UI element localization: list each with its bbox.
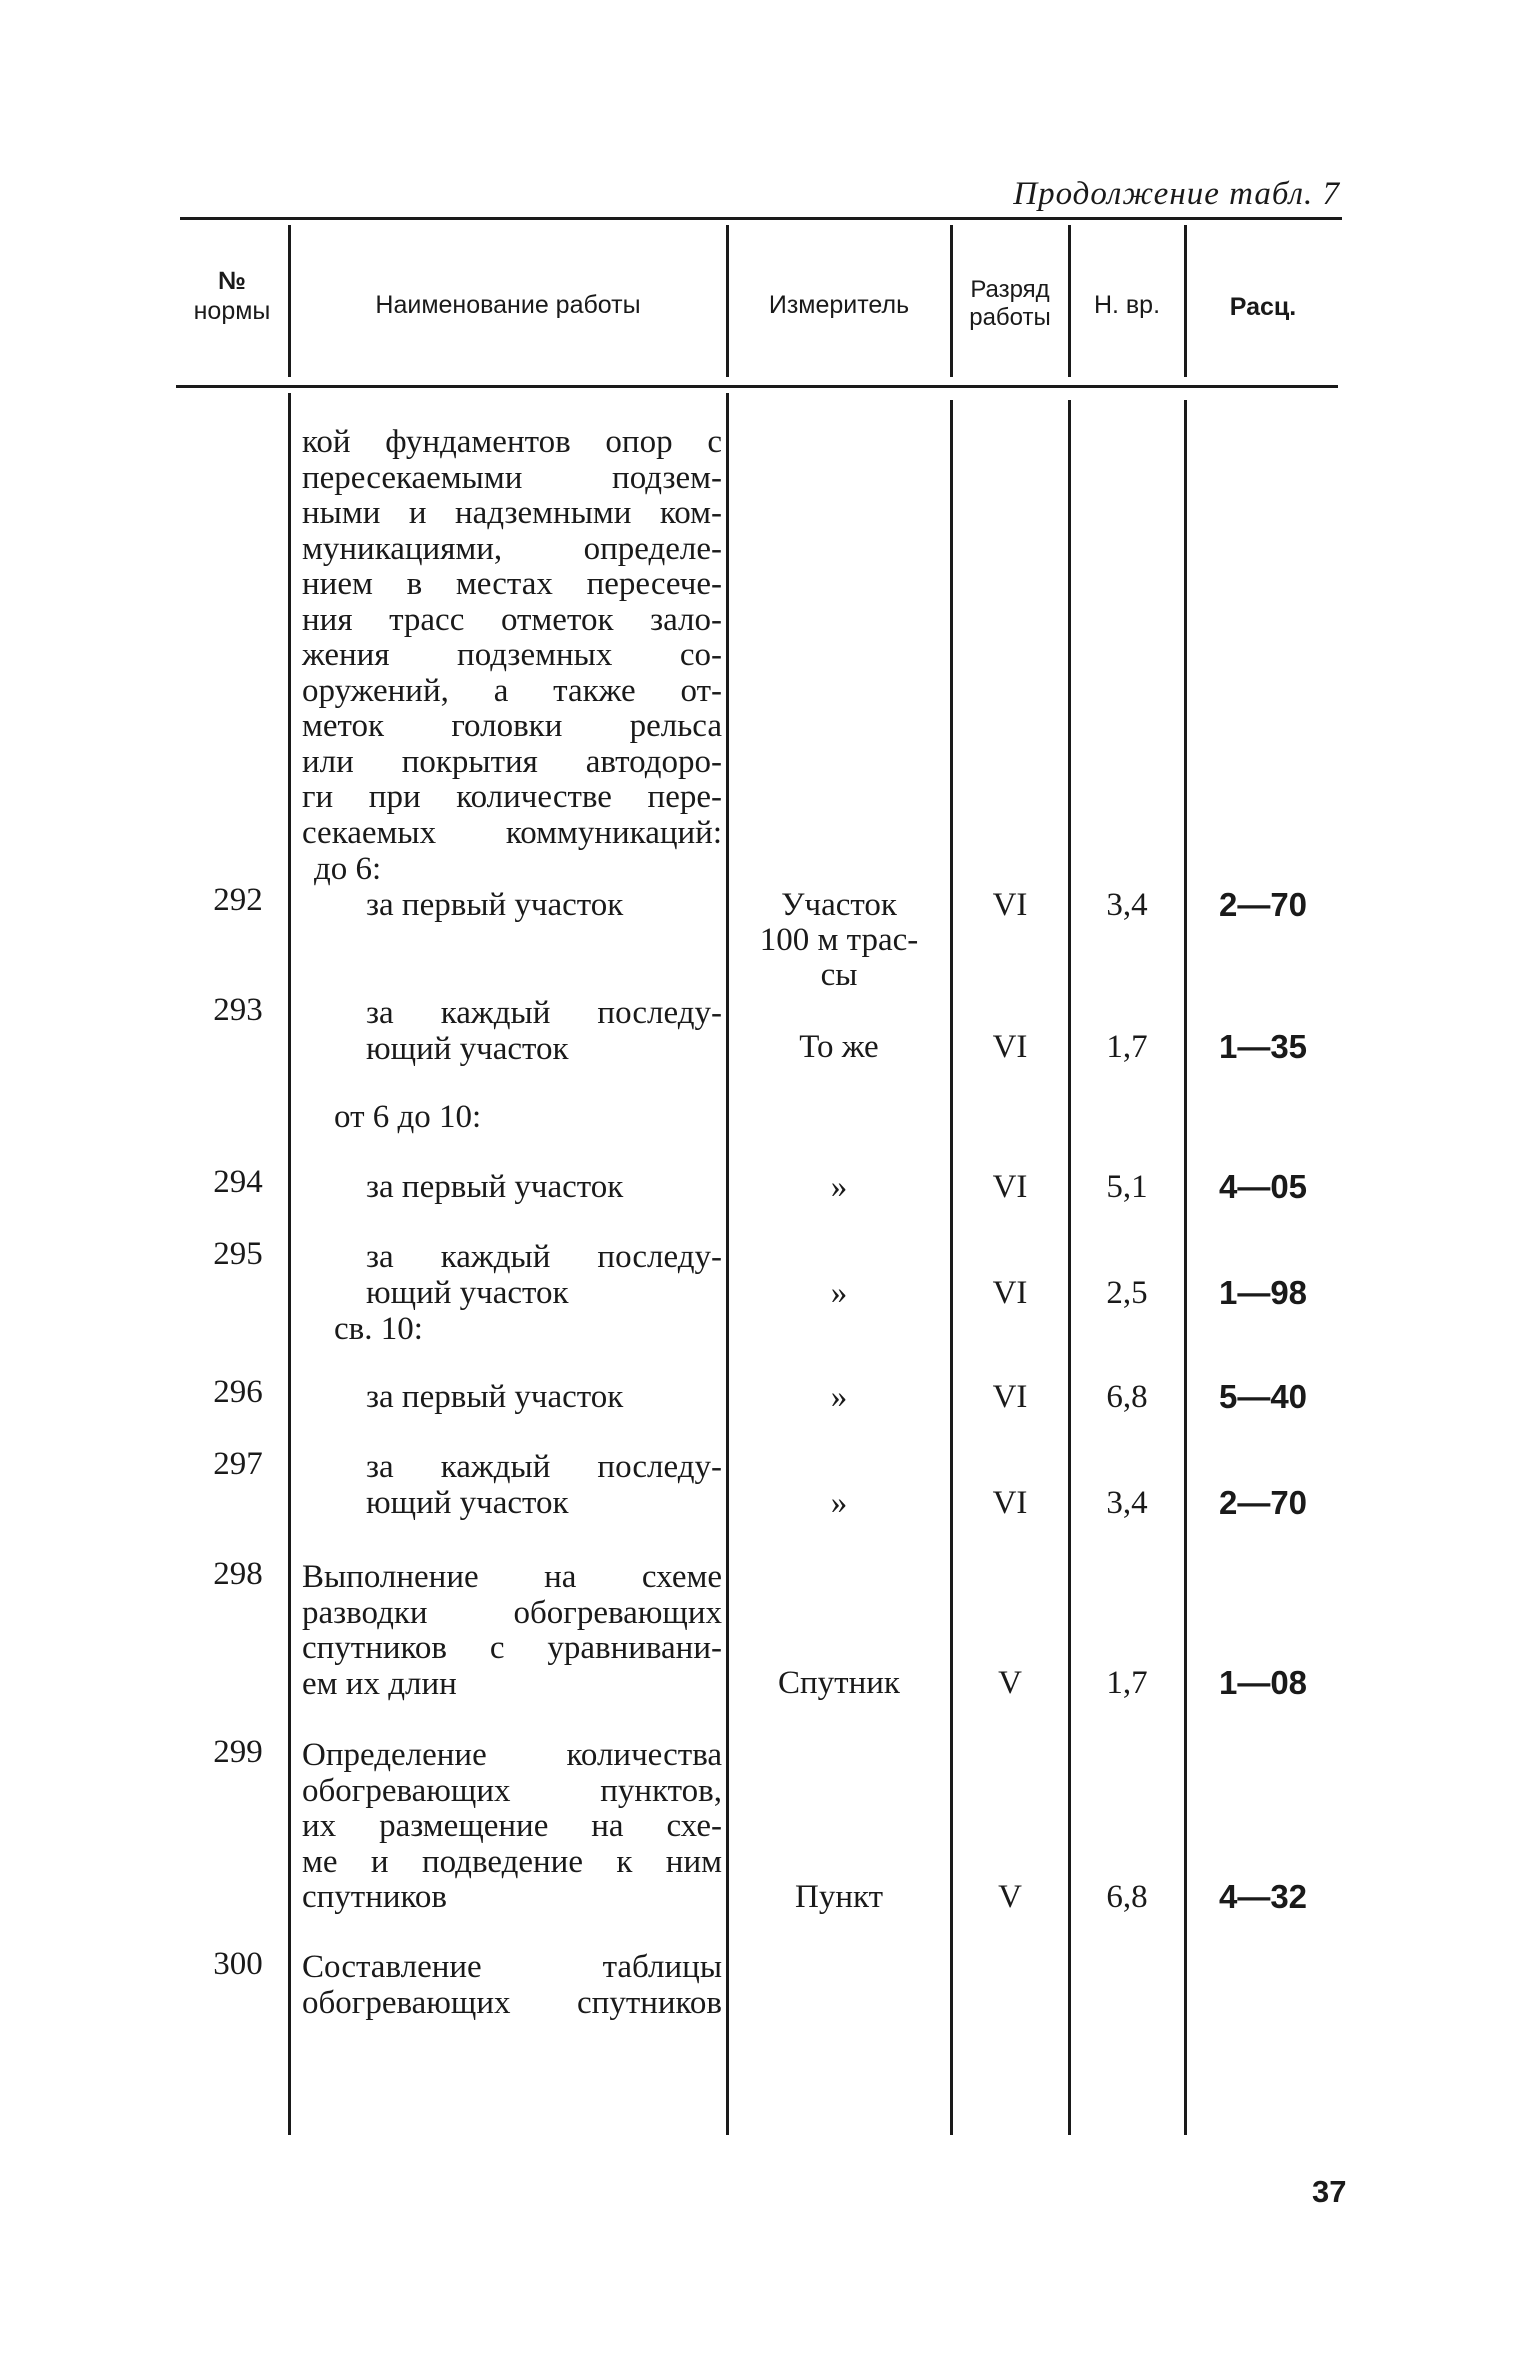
- header-divider: [726, 225, 729, 377]
- header-time: Н. вр.: [1093, 291, 1161, 319]
- group-label: от 6 до 10:: [334, 1099, 482, 1135]
- work-name-line: обогревающих спутников: [302, 1984, 722, 2021]
- norm-number: 294: [213, 1164, 263, 1200]
- norm-number: 295: [213, 1236, 263, 1272]
- work-name: [302, 1738, 722, 1916]
- header-top-rule: [180, 217, 1342, 220]
- work-name-line: Определение количества: [302, 1737, 722, 1773]
- column-divider: [288, 393, 291, 2135]
- unit-line: сы: [820, 957, 858, 993]
- column-divider: [1184, 400, 1187, 2135]
- grade-cell: V: [998, 1879, 1022, 1915]
- intro-line: кой фундаментов опор с: [302, 424, 722, 460]
- norm-number: 297: [213, 1446, 263, 1482]
- header-divider: [1068, 225, 1071, 377]
- column-divider: [950, 400, 953, 2135]
- intro-line: ния трасс отметок зало-: [302, 601, 722, 638]
- intro-line: жения подземных со-: [302, 637, 722, 673]
- intro-line: оружений, а также от-: [302, 672, 722, 709]
- rate-cell: 4—32: [1218, 1878, 1308, 1915]
- time-cell: 6,8: [1106, 1379, 1148, 1415]
- intro-description: [302, 425, 722, 851]
- rate-cell: 1—35: [1218, 1028, 1308, 1065]
- intro-line: муникациями, определе-: [302, 530, 722, 567]
- header-norm-no-line2: нормы: [193, 297, 271, 325]
- unit-line: »: [830, 1379, 848, 1415]
- header-bottom-rule: [176, 385, 1338, 388]
- work-name: [302, 1950, 722, 2021]
- rate-cell: 1—08: [1218, 1664, 1308, 1701]
- work-name-line: ем их длин: [302, 1665, 457, 1702]
- rate-cell: 4—05: [1218, 1168, 1308, 1205]
- work-name-line: ющий участок: [366, 1274, 569, 1311]
- norm-number: 300: [213, 1946, 263, 1982]
- unit-cell: [730, 1380, 948, 1415]
- grade-cell: VI: [992, 1029, 1028, 1065]
- unit-line: »: [830, 1275, 848, 1311]
- work-name-line: их размещение на схе-: [302, 1808, 722, 1844]
- column-divider: [726, 393, 729, 2135]
- intro-line: или покрытия автодоро-: [302, 743, 722, 780]
- unit-line: »: [830, 1485, 848, 1521]
- work-name: [366, 1170, 722, 1206]
- header-divider: [1184, 225, 1187, 377]
- norm-number: 296: [213, 1374, 263, 1410]
- header-work-name: Наименование работы: [375, 291, 641, 319]
- work-name: [366, 888, 722, 924]
- intro-line: меток головки рельса: [302, 708, 722, 744]
- rate-cell: 2—70: [1218, 1484, 1308, 1521]
- work-name-line: за первый участок: [366, 887, 624, 923]
- intro-line: ги при количестве пере-: [302, 779, 722, 815]
- time-cell: 6,8: [1106, 1879, 1148, 1915]
- unit-line: То же: [799, 1029, 879, 1065]
- work-name-line: ющий участок: [366, 1484, 569, 1521]
- rate-cell: 2—70: [1218, 886, 1308, 923]
- intro-line: пересекаемыми подзем-: [302, 459, 722, 496]
- grade-cell: VI: [992, 1169, 1028, 1205]
- work-name: [366, 1450, 722, 1521]
- work-name: [366, 996, 722, 1067]
- work-name: [366, 1240, 722, 1311]
- time-cell: 1,7: [1106, 1665, 1148, 1701]
- unit-line: 100 м трас-: [759, 922, 919, 958]
- work-name: [366, 1380, 722, 1416]
- table-continuation-caption: Продолжение табл. 7: [1013, 176, 1340, 212]
- grade-cell: VI: [992, 1275, 1028, 1311]
- group-label: св. 10:: [334, 1311, 423, 1347]
- page-number: 37: [1312, 2174, 1347, 2209]
- norm-number: 293: [213, 992, 263, 1028]
- header-grade: [954, 276, 1066, 332]
- work-name-line: спутников с уравнивани-: [302, 1630, 722, 1666]
- norm-number: 299: [213, 1734, 263, 1770]
- intro-line: секаемых коммуникаций:: [302, 814, 722, 851]
- work-name-line: за первый участок: [366, 1169, 624, 1205]
- work-name: [302, 1560, 722, 1702]
- unit-cell: [730, 1030, 948, 1065]
- unit-cell: [730, 1170, 948, 1205]
- norm-number: 298: [213, 1556, 263, 1592]
- work-name-line: за первый участок: [366, 1379, 624, 1415]
- unit-cell: [730, 1880, 948, 1915]
- unit-line: Участок: [781, 887, 897, 923]
- work-name-line: ме и подведение к ним: [302, 1843, 722, 1880]
- header-norm-no: [180, 266, 284, 326]
- grade-cell: VI: [992, 887, 1028, 923]
- header-grade-line2: работы: [969, 304, 1051, 331]
- time-cell: 3,4: [1106, 887, 1148, 923]
- header-divider: [950, 225, 953, 377]
- time-cell: 5,1: [1106, 1169, 1148, 1205]
- grade-cell: VI: [992, 1485, 1028, 1521]
- work-name-line: разводки обогревающих: [302, 1594, 722, 1631]
- column-divider: [1068, 400, 1071, 2135]
- unit-line: »: [830, 1169, 848, 1205]
- work-name-line: за каждый последу-: [366, 995, 722, 1031]
- header-unit: Измеритель: [768, 291, 910, 319]
- work-name-line: спутников: [302, 1879, 447, 1915]
- unit-line: Пункт: [794, 1879, 883, 1915]
- group-label: до 6:: [314, 851, 382, 887]
- unit-line: Спутник: [778, 1665, 900, 1701]
- unit-cell: [730, 1666, 948, 1701]
- header-norm-no-line1: №: [218, 267, 246, 295]
- work-name-line: за каждый последу-: [366, 1239, 722, 1275]
- intro-line: ными и надземными ком-: [302, 495, 722, 531]
- work-name-line: Составление таблицы: [302, 1949, 722, 1985]
- work-name-line: Выполнение на схеме: [302, 1559, 722, 1595]
- work-name-line: за каждый последу-: [366, 1449, 722, 1485]
- intro-line: нием в местах пересече-: [302, 566, 722, 602]
- unit-cell: [730, 888, 948, 993]
- rate-cell: 1—98: [1218, 1274, 1308, 1311]
- norm-number: 292: [213, 882, 263, 918]
- header-grade-line1: Разряд: [970, 276, 1050, 303]
- time-cell: 2,5: [1106, 1275, 1148, 1311]
- unit-cell: [730, 1276, 948, 1311]
- work-name-line: ющий участок: [366, 1030, 569, 1067]
- unit-cell: [730, 1486, 948, 1521]
- header-rate: Расц.: [1229, 293, 1297, 321]
- header-divider: [288, 225, 291, 377]
- work-name-line: обогревающих пунктов,: [302, 1772, 722, 1809]
- time-cell: 1,7: [1106, 1029, 1148, 1065]
- rate-cell: 5—40: [1218, 1378, 1308, 1415]
- grade-cell: VI: [992, 1379, 1028, 1415]
- grade-cell: V: [998, 1665, 1022, 1701]
- time-cell: 3,4: [1106, 1485, 1148, 1521]
